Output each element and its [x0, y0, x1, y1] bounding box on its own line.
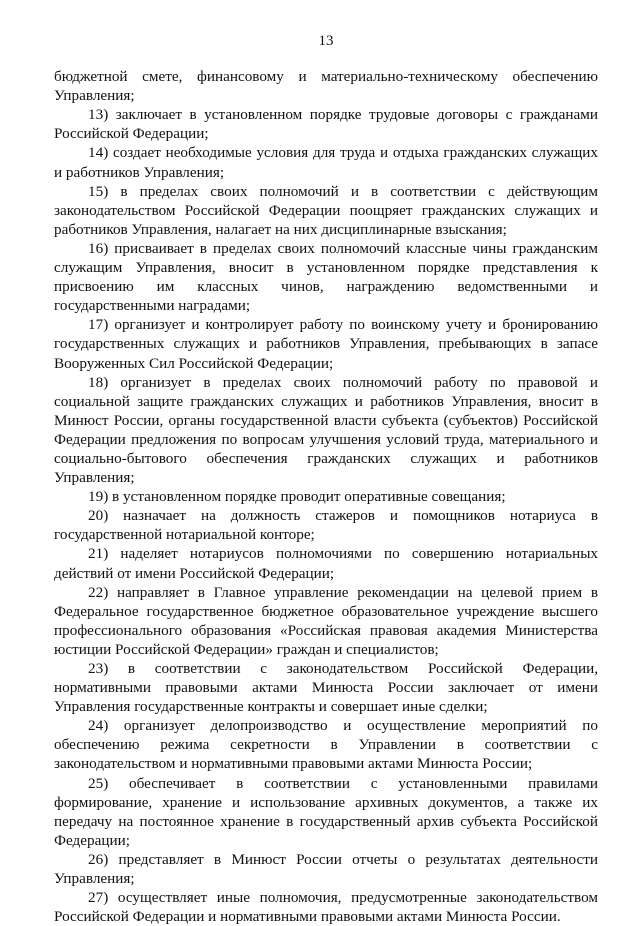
paragraph-item-23: 23) в соответствии с законодательством Российской Федерации, нормативными правовыми актами Минюста России заключает от имени Управления государственные контракты и совершает иные сделки; — [54, 660, 598, 716]
paragraph-item-15: 15) в пределах своих полномочий и в соответствии с действующим законодательством Российской Федерации поощряет гражданских служащих и работников Управления, налагает на них дисциплинарные взыскания; — [54, 182, 598, 238]
paragraph-item-24: 24) организует делопроизводство и осуществление мероприятий по обеспечению режима секретности в Управлении в соответствии с законодательством и нормативными правовыми актами Минюста России; — [54, 717, 598, 773]
paragraph-item-13: 13) заключает в установленном порядке трудовые договоры с гражданами Российской Федерации; — [54, 106, 598, 143]
paragraph-item-17: 17) организует и контролирует работу по воинскому учету и бронированию государственных служащих и работников Управления, пребывающих в запасе Вооруженных Сил Российской Федерации; — [54, 316, 598, 372]
paragraph-item-20: 20) назначает на должность стажеров и помощников нотариуса в государственной нотариальной конторе; — [54, 507, 598, 544]
paragraph-item-25: 25) обеспечивает в соответствии с установленными правилами формирование, хранение и использование архивных документов, а также их передачу на постоянное хранение в государственный архив субъекта Российской Федерации; — [54, 774, 598, 849]
page-number: 13 — [318, 33, 334, 49]
paragraph-item-26: 26) представляет в Минюст России отчеты о результатах деятельности Управления; — [54, 850, 598, 888]
paragraph-item-18: 18) организует в пределах своих полномочий работу по правовой и социальной защите гражданских служащих и работников Управления, вносит в Минюст России, органы государственной власти субъекта (субъектов) Российской Федерации предложения по вопросам улучшения условий труда, материального и социально-бытового обеспечения гражданских служащих и работников Управления; — [54, 373, 598, 487]
paragraph-item-21: 21) наделяет нотариусов полномочиями по совершению нотариальных действий от имени Российской Федерации; — [54, 545, 598, 582]
paragraph-continuation: бюджетной смете, финансовому и материально-техническому обеспечению Управления; — [54, 68, 598, 105]
paragraph-item-14: 14) создает необходимые условия для труда и отдыха гражданских служащих и работников Управления; — [54, 144, 598, 181]
paragraph-item-27: 27) осуществляет иные полномочия, предусмотренные законодательством Российской Федерации и нормативными правовыми актами Минюста России. — [54, 889, 598, 926]
paragraph-item-22: 22) направляет в Главное управление рекомендации на целевой прием в Федеральное государственное бюджетное образовательное учреждение высшего профессионального образования «Российская правовая академия Министерства юстиции Российской Федерации» граждан и специалистов; — [54, 583, 598, 658]
paragraph-item-19: 19) в установленном порядке проводит оперативные совещания; — [88, 488, 506, 506]
paragraph-item-16: 16) присваивает в пределах своих полномочий классные чины гражданским служащим Управления, вносит в установленном порядке представления к присвоению им классных чинов, награждению ведомственными и государственными наградами; — [54, 239, 598, 315]
